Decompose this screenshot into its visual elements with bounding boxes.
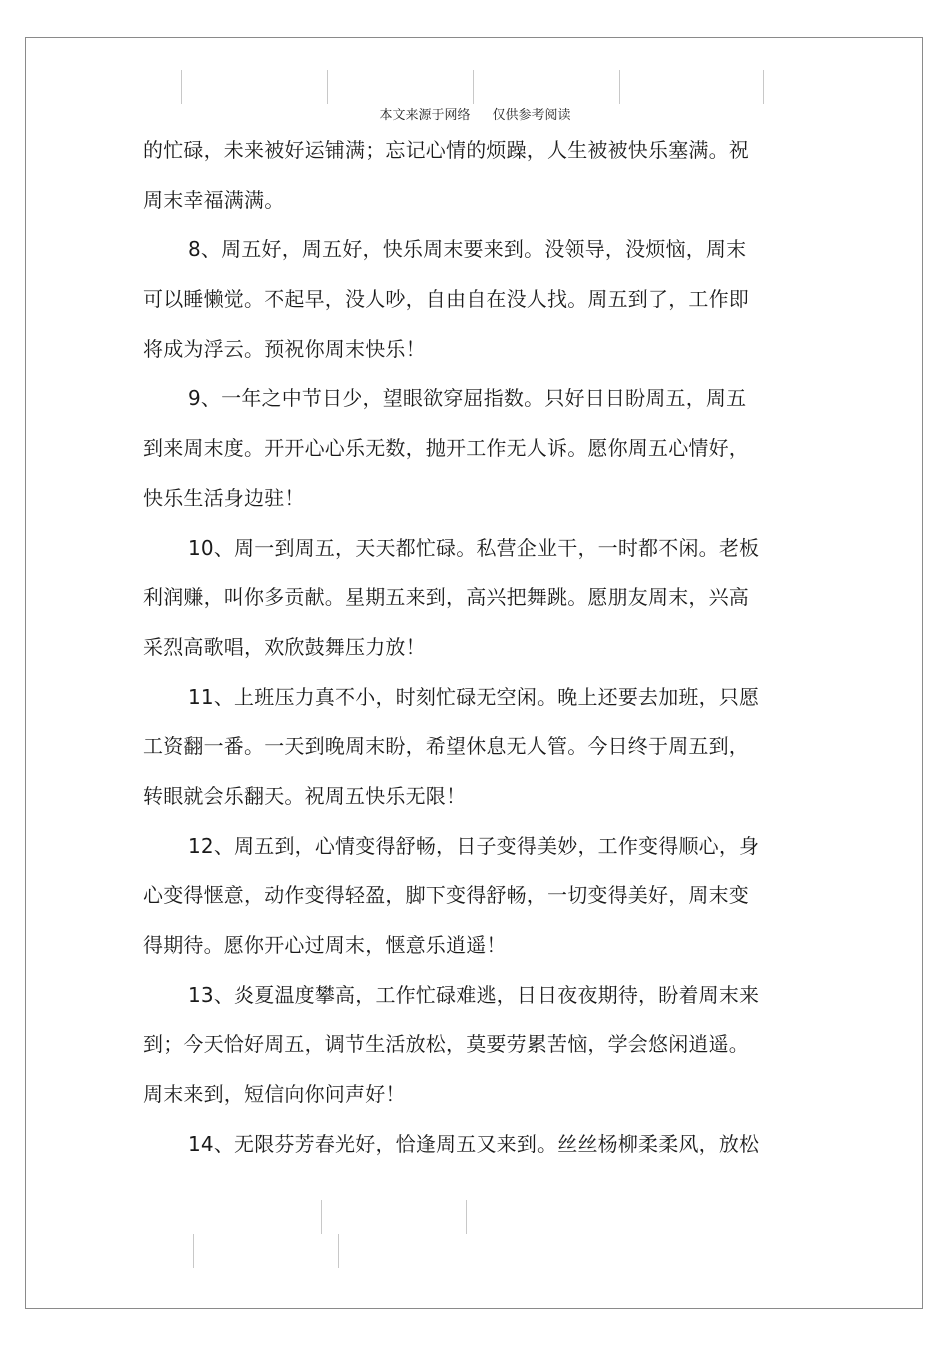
- bottom-tick-3: [193, 1234, 194, 1268]
- text-line: 的忙碌，未来被好运铺满；忘记心情的烦躁，人生被被快乐塞满。祝: [143, 138, 749, 162]
- text-line: 到；今天恰好周五，调节生活放松，莫要劳累苦恼，学会悠闲逍遥。: [143, 1032, 749, 1057]
- text-line: 心变得惬意，动作变得轻盈，脚下变得舒畅，一切变得美好，周末变: [143, 883, 749, 908]
- text-line: 10、周一到周五，天天都忙碌。私营企业干，一时都不闲。老板: [188, 535, 760, 560]
- bottom-tick-1: [321, 1200, 322, 1234]
- top-tick-5: [763, 70, 764, 104]
- text-line: 快乐生活身边驻！: [143, 485, 305, 510]
- top-tick-3: [473, 70, 474, 104]
- bottom-tick-4: [338, 1234, 339, 1268]
- text-line: 13、炎夏温度攀高，工作忙碌难逃，日日夜夜期待，盼着周末来: [188, 982, 760, 1007]
- header-disclaimer: 仅供参考阅读: [492, 108, 571, 123]
- bottom-tick-2: [466, 1200, 467, 1234]
- top-tick-2: [327, 70, 328, 104]
- top-tick-1: [181, 70, 182, 104]
- text-line: 周末来到，短信向你问声好！: [143, 1082, 406, 1107]
- text-line: 采烈高歌唱，欢欣鼓舞压力放！: [143, 634, 426, 659]
- document-body: [143, 126, 783, 1169]
- text-line: 可以睡懒觉。不起早，没人吵，自由自在没人找。周五到了，工作即: [143, 287, 749, 312]
- text-line: 工资翻一番。一天到晚周末盼，希望休息无人管。今日终于周五到，: [143, 734, 749, 759]
- text-line: 8、周五好，周五好，快乐周末要来到。没领导，没烦恼，周末: [188, 237, 747, 262]
- text-line: 利润赚，叫你多贡献。星期五来到，高兴把舞跳。愿朋友周末，兴高: [143, 585, 749, 610]
- text-line: 9、一年之中节日少，望眼欲穿屈指数。只好日日盼周五，周五: [188, 386, 747, 411]
- text-line: 到来周末度。开开心心乐无数，抛开工作无人诉。愿你周五心情好，: [143, 436, 749, 461]
- top-tick-4: [619, 70, 620, 104]
- text-line: 14、无限芬芳春光好，恰逢周五又来到。丝丝杨柳柔柔风，放松: [188, 1131, 760, 1156]
- header-note: [0, 104, 950, 123]
- text-line: 将成为浮云。预祝你周末快乐！: [143, 336, 426, 361]
- text-line: 周末幸福满满。: [143, 187, 285, 212]
- text-line: 转眼就会乐翻天。祝周五快乐无限！: [143, 783, 467, 808]
- header-source: 本文来源于网络: [379, 108, 471, 123]
- text-line: 11、上班压力真不小，时刻忙碌无空闲。晚上还要去加班，只愿: [188, 684, 760, 709]
- text-line: 12、周五到，心情变得舒畅，日子变得美妙，工作变得顺心，身: [188, 833, 760, 858]
- text-line: 得期待。愿你开心过周末，惬意乐逍遥！: [143, 933, 507, 957]
